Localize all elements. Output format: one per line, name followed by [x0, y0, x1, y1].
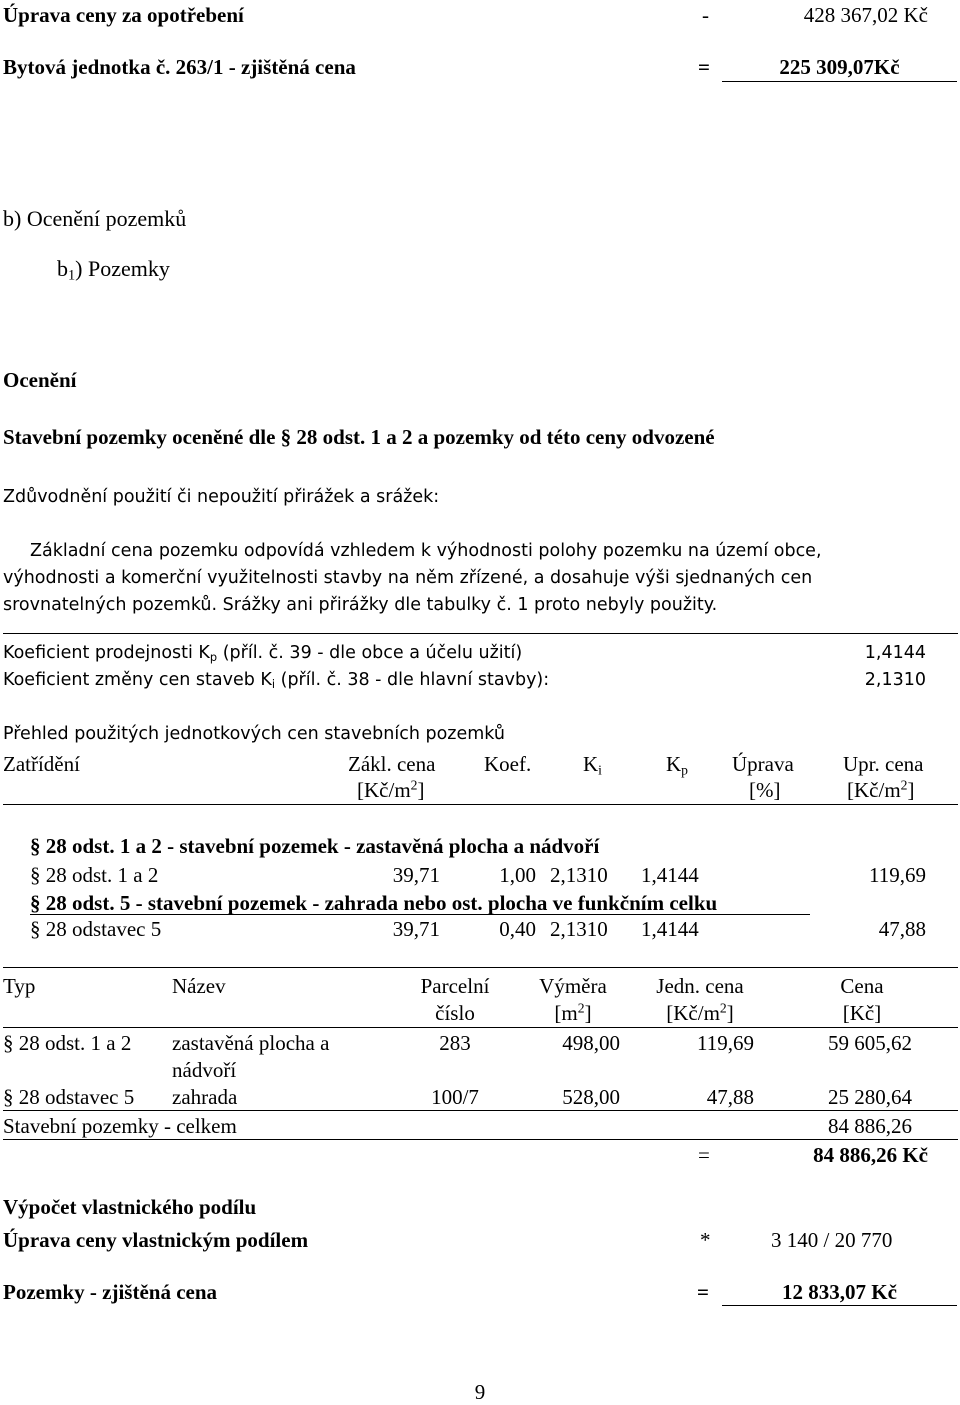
coefficient-ki-value: 2,1310: [864, 670, 926, 690]
unit-price-underline: [722, 81, 957, 82]
parcels-header-cislo: číslo: [435, 1001, 475, 1025]
unit-prices-row-2-zakl: 39,71: [392, 917, 440, 941]
parcels-row-1-cena: 59 605,62: [828, 1031, 912, 1055]
deduction-operator: -: [702, 3, 709, 27]
share-result-operator: =: [697, 1280, 709, 1304]
share-result-underline: [722, 1305, 957, 1306]
parcels-row-1-typ: § 28 odst. 1 a 2: [3, 1031, 132, 1055]
parcels-row-2-jedn: 47,88: [706, 1085, 754, 1109]
justification-line-2: výhodnosti a komerční využitelnosti stavby na něm zřízené, a dosahuje výši sjednaných cen: [3, 568, 813, 588]
parcels-header-nazev: Název: [172, 974, 226, 998]
parcels-total-value-bold: 84 886,26 Kč: [813, 1143, 928, 1167]
unit-prices-title: Přehled použitých jednotkových cen stavebních pozemků: [3, 724, 505, 744]
share-adjust-value: 3 140 / 20 770: [771, 1228, 893, 1252]
parcels-header-cena-unit: [Kč]: [842, 1001, 882, 1025]
coefficient-kp-label: Koeficient prodejnosti $K_p$ (příl. č. 39 - dle obce a účelu užití): [3, 643, 523, 664]
header-koef: Koef.: [484, 752, 532, 776]
parcels-header-jedn-cena: Jedn. cena: [656, 974, 744, 998]
parcels-row-2-nazev: zahrada: [172, 1085, 238, 1109]
unit-prices-row-2-kp: 1,4144: [641, 917, 699, 941]
parcels-row-2-parcel: 100/7: [431, 1085, 479, 1109]
unit-prices-group-1-title: § 28 odst. 1 a 2 - stavební pozemek - zastavěná plocha a nádvoří: [30, 834, 600, 858]
parcels-header-vymera-unit: $[m^2]$: [554, 1000, 592, 1025]
parcels-body-rule: [3, 1110, 958, 1111]
parcels-total-operator: =: [698, 1143, 710, 1167]
page-number: 9: [474, 1380, 486, 1404]
valuation-heading: Ocenění: [3, 368, 77, 392]
parcels-row-1-parcel: 283: [439, 1031, 471, 1055]
unit-prices-row-2-name: § 28 odstavec 5: [30, 917, 162, 941]
parcels-total-label: Stavební pozemky - celkem: [3, 1114, 237, 1138]
header-kp: $K_p$: [666, 752, 688, 778]
parcels-header-rule: [3, 1027, 958, 1028]
parcels-row-2-cena: 25 280,64: [828, 1085, 912, 1109]
parcels-row-2-vymera: 528,00: [562, 1085, 620, 1109]
justification-label: Zdůvodnění použití či nepoužití přirážek a srážek:: [3, 487, 440, 507]
parcels-row-2-typ: § 28 odstavec 5: [3, 1085, 135, 1109]
unit-prices-row-2-koef: 0,40: [499, 917, 536, 941]
section-b1-heading: $b_1$) Pozemky: [57, 256, 170, 284]
coefficient-kp-value: 1,4144: [864, 643, 926, 663]
parcels-top-rule: [3, 967, 958, 968]
coefficient-ki-label: Koeficient změny cen staveb $K_i$ (příl. č. 38 - dle hlavní stavby):: [3, 670, 550, 691]
parcels-header-jedn-unit: $[Kč/m^2]$: [666, 1000, 734, 1025]
unit-price-operator: =: [698, 55, 710, 79]
unit-prices-row-1-koef: 1,00: [499, 863, 536, 887]
header-ki: $K_i$: [583, 752, 602, 778]
share-heading: Výpočet vlastnického podílu: [3, 1195, 257, 1219]
parcels-row-1-nazev: zastavěná plocha a: [172, 1031, 330, 1055]
justification-line-3: srovnatelných pozemků. Srážky ani přirážky dle tabulky č. 1 proto nebyly použity.: [3, 595, 718, 615]
share-result-value: 12 833,07 Kč: [782, 1280, 897, 1304]
share-adjust-label: Úprava ceny vlastnickým podílem: [3, 1228, 309, 1252]
unit-prices-row-1-upr: 119,69: [869, 863, 926, 887]
coefficients-top-rule: [3, 633, 958, 634]
header-zakl-cena: Zákl. cena: [348, 752, 436, 776]
header-upr-cena: Upr. cena: [843, 752, 924, 776]
parcels-header-parcelni: Parcelní: [420, 974, 490, 998]
unit-prices-row-1-ki: 2,1310: [550, 863, 608, 887]
section-b-heading: b) Ocenění pozemků: [3, 206, 187, 231]
share-adjust-operator: *: [700, 1228, 711, 1252]
parcels-row-1-vymera: 498,00: [562, 1031, 620, 1055]
parcels-row-1-nazev-cont: nádvoří: [172, 1058, 237, 1082]
header-uprava: Úprava: [732, 752, 794, 776]
unit-prices-row-2-ki: 2,1310: [550, 917, 608, 941]
parcels-total-value: 84 886,26: [828, 1114, 912, 1138]
parcels-header-cena: Cena: [840, 974, 884, 998]
share-result-label: Pozemky - zjištěná cena: [3, 1280, 218, 1304]
unit-price-label: Bytová jednotka č. 263/1 - zjištěná cena: [3, 55, 356, 79]
parcels-total-rule: [3, 1139, 958, 1140]
parcels-header-typ: Typ: [3, 974, 36, 998]
parcels-row-1-jedn: 119,69: [697, 1031, 754, 1055]
unit-prices-row-2-upr: 47,88: [878, 917, 926, 941]
deduction-label: Úprava ceny za opotřebení: [3, 3, 244, 27]
unit-prices-group-2-rule: [30, 914, 810, 915]
unit-prices-header-rule: [3, 804, 958, 805]
deduction-value: 428 367,02 Kč: [803, 3, 928, 27]
header-uprava-unit: [%]: [749, 778, 781, 802]
justification-line-1: Základní cena pozemku odpovídá vzhledem k výhodnosti polohy pozemku na území obce,: [30, 541, 822, 561]
header-upr-cena-unit: $[Kč/m^2]$: [847, 777, 915, 802]
unit-prices-row-1-zakl: 39,71: [392, 863, 440, 887]
unit-prices-group-2-title: § 28 odst. 5 - stavební pozemek - zahrada nebo ost. plocha ve funkčním celku: [30, 891, 718, 915]
unit-prices-row-1-name: § 28 odst. 1 a 2: [30, 863, 159, 887]
unit-prices-row-1-kp: 1,4144: [641, 863, 699, 887]
unit-price-value: 225 309,07Kč: [779, 55, 900, 79]
valuation-subheading: Stavební pozemky oceněné dle § 28 odst. 1 a 2 a pozemky od této ceny odvozené: [3, 425, 715, 449]
parcels-header-vymera: Výměra: [539, 974, 607, 998]
header-zatrideni: Zatřídění: [3, 752, 80, 776]
header-zakl-unit: $[Kč/m^2]$: [357, 777, 425, 802]
